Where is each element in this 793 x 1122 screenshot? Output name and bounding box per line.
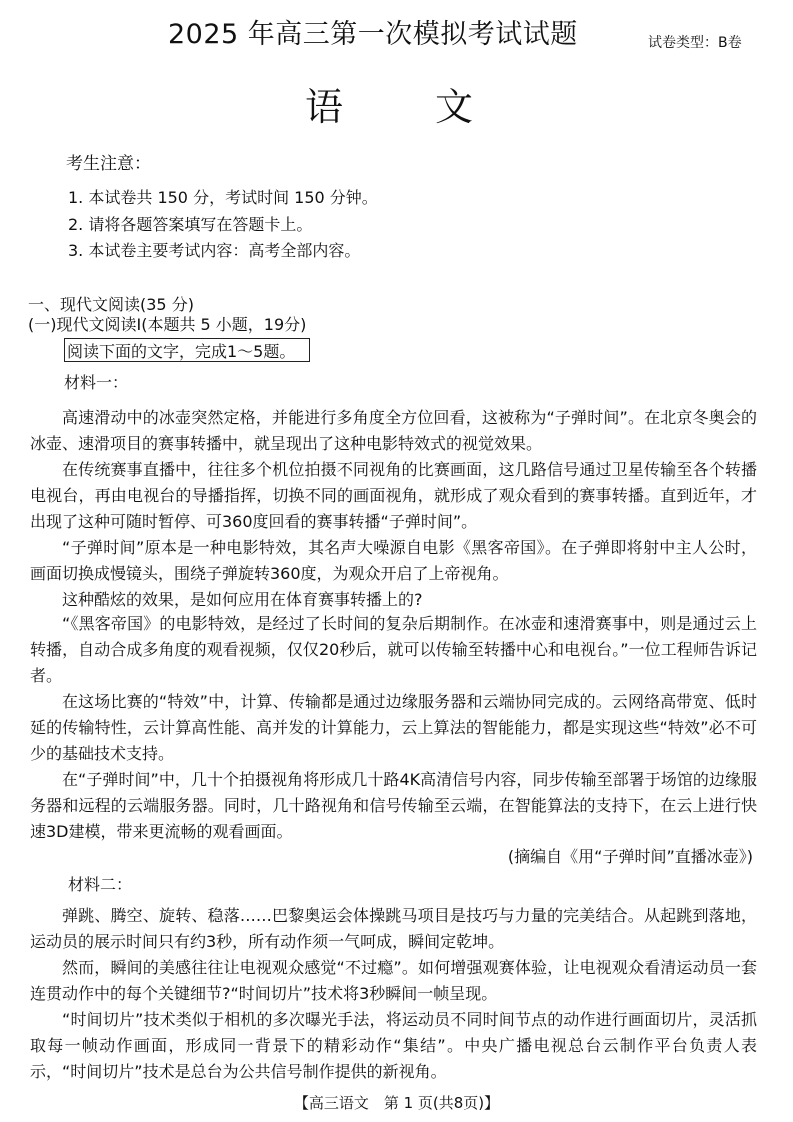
paragraph: “子弹时间”原本是一种电影特效，其名声大噪源自电影《黑客帝国》。在子弹即将射中主人公时，画面切换成慢镜头，围绕子弹旋转360度，为观众开启了上帝视角。 (30, 538, 757, 584)
material-label: 材料一： (64, 373, 129, 392)
notice-heading: 考生注意： (66, 154, 151, 174)
notice-item: 1. 本试卷共 150 分，考试时间 150 分钟。 (68, 188, 378, 207)
section-title: 一、现代文阅读(35 分) (28, 295, 194, 314)
paragraph: 这种酷炫的效果，是如何应用在体育赛事转播上的? (62, 590, 423, 609)
paragraph: 弹跳、腾空、旋转、稳落……巴黎奥运会体操跳马项目是技巧与力量的完美结合。从起跳到落地，运动员的展示时间只有约3秒，所有动作须一气呵成，瞬间定乾坤。 (30, 906, 757, 952)
paragraph: 在传统赛事直播中，往往多个机位拍摄不同视角的比赛画面，这几路信号通过卫星传输至各个转播电视台，再由电视台的导播指挥，切换不同的画面视角，就形成了观众看到的赛事转播。直到近年，才出现了这种可随时暂停、可360度回看的赛事转播“子弹时间”。 (30, 460, 757, 532)
subject-title: 语文 (305, 85, 566, 129)
exam-title: 2025 年高三第一次模拟考试试题 (168, 19, 578, 50)
paragraph: 在这场比赛的“特效”中，计算、传输都是通过边缘服务器和云端协同完成的。云网络高带宽、低时延的传输特性，云计算高性能、高并发的计算能力，云上算法的智能能力，都是实现这些“特效”必不可少的基础技术支持。 (30, 692, 757, 764)
material-label: 材料二： (68, 875, 133, 894)
page-footer: 【高三语文 第 1 页(共8页)】 (293, 1094, 500, 1112)
paragraph: 在“子弹时间”中，几十个拍摄视角将形成几十路4K高清信号内容，同步传输至部署于场馆的边缘服务器和远程的云端服务器。同时，几十路视角和信号传输至云端，在智能算法的支持下，在云上进行快速3D建模，带来更流畅的观看画面。 (30, 770, 757, 842)
paper-type-label: 试卷类型：B卷 (648, 35, 742, 51)
paragraph: “时间切片”技术类似于相机的多次曝光手法，将运动员不同时间节点的动作进行画面切片，灵活抓取每一帧动作画面，形成同一背景下的精彩动作“集结”。中央广播电视总台云制作平台负责人表示，“时间切片”技术是总台为公共信号制作提供的新视角。 (30, 1010, 757, 1082)
notice-item: 3. 本试卷主要考试内容：高考全部内容。 (68, 241, 361, 260)
paragraph: “《黑客帝国》的电影特效，是经过了长时间的复杂后期制作。在冰壶和速滑赛事中，则是通过云上转播，自动合成多角度的观看视频，仅仅20秒后，就可以传输至转播中心和电视台。”一位工程师告诉记者。 (30, 614, 757, 686)
notice-item: 2. 请将各题答案填写在答题卡上。 (68, 215, 313, 234)
reading-instruction-box: 阅读下面的文字，完成1～5题。 (64, 338, 310, 362)
paragraph: 高速滑动中的冰壶突然定格，并能进行多角度全方位回看，这被称为“子弹时间”。在北京冬奥会的冰壶、速滑项目的赛事转播中，就呈现出了这种电影特效式的视觉效果。 (30, 408, 757, 454)
paragraph: 然而，瞬间的美感往往让电视观众感觉“不过瘾”。如何增强观赛体验，让电视观众看清运动员一套连贯动作中的每个关键细节?“时间切片”技术将3秒瞬间一帧呈现。 (30, 958, 757, 1004)
source-citation: (摘编自《用“子弹时间”直播冰壶》) (507, 847, 753, 866)
section-subtitle: (一)现代文阅读Ⅰ(本题共 5 小题，19分) (28, 315, 307, 334)
